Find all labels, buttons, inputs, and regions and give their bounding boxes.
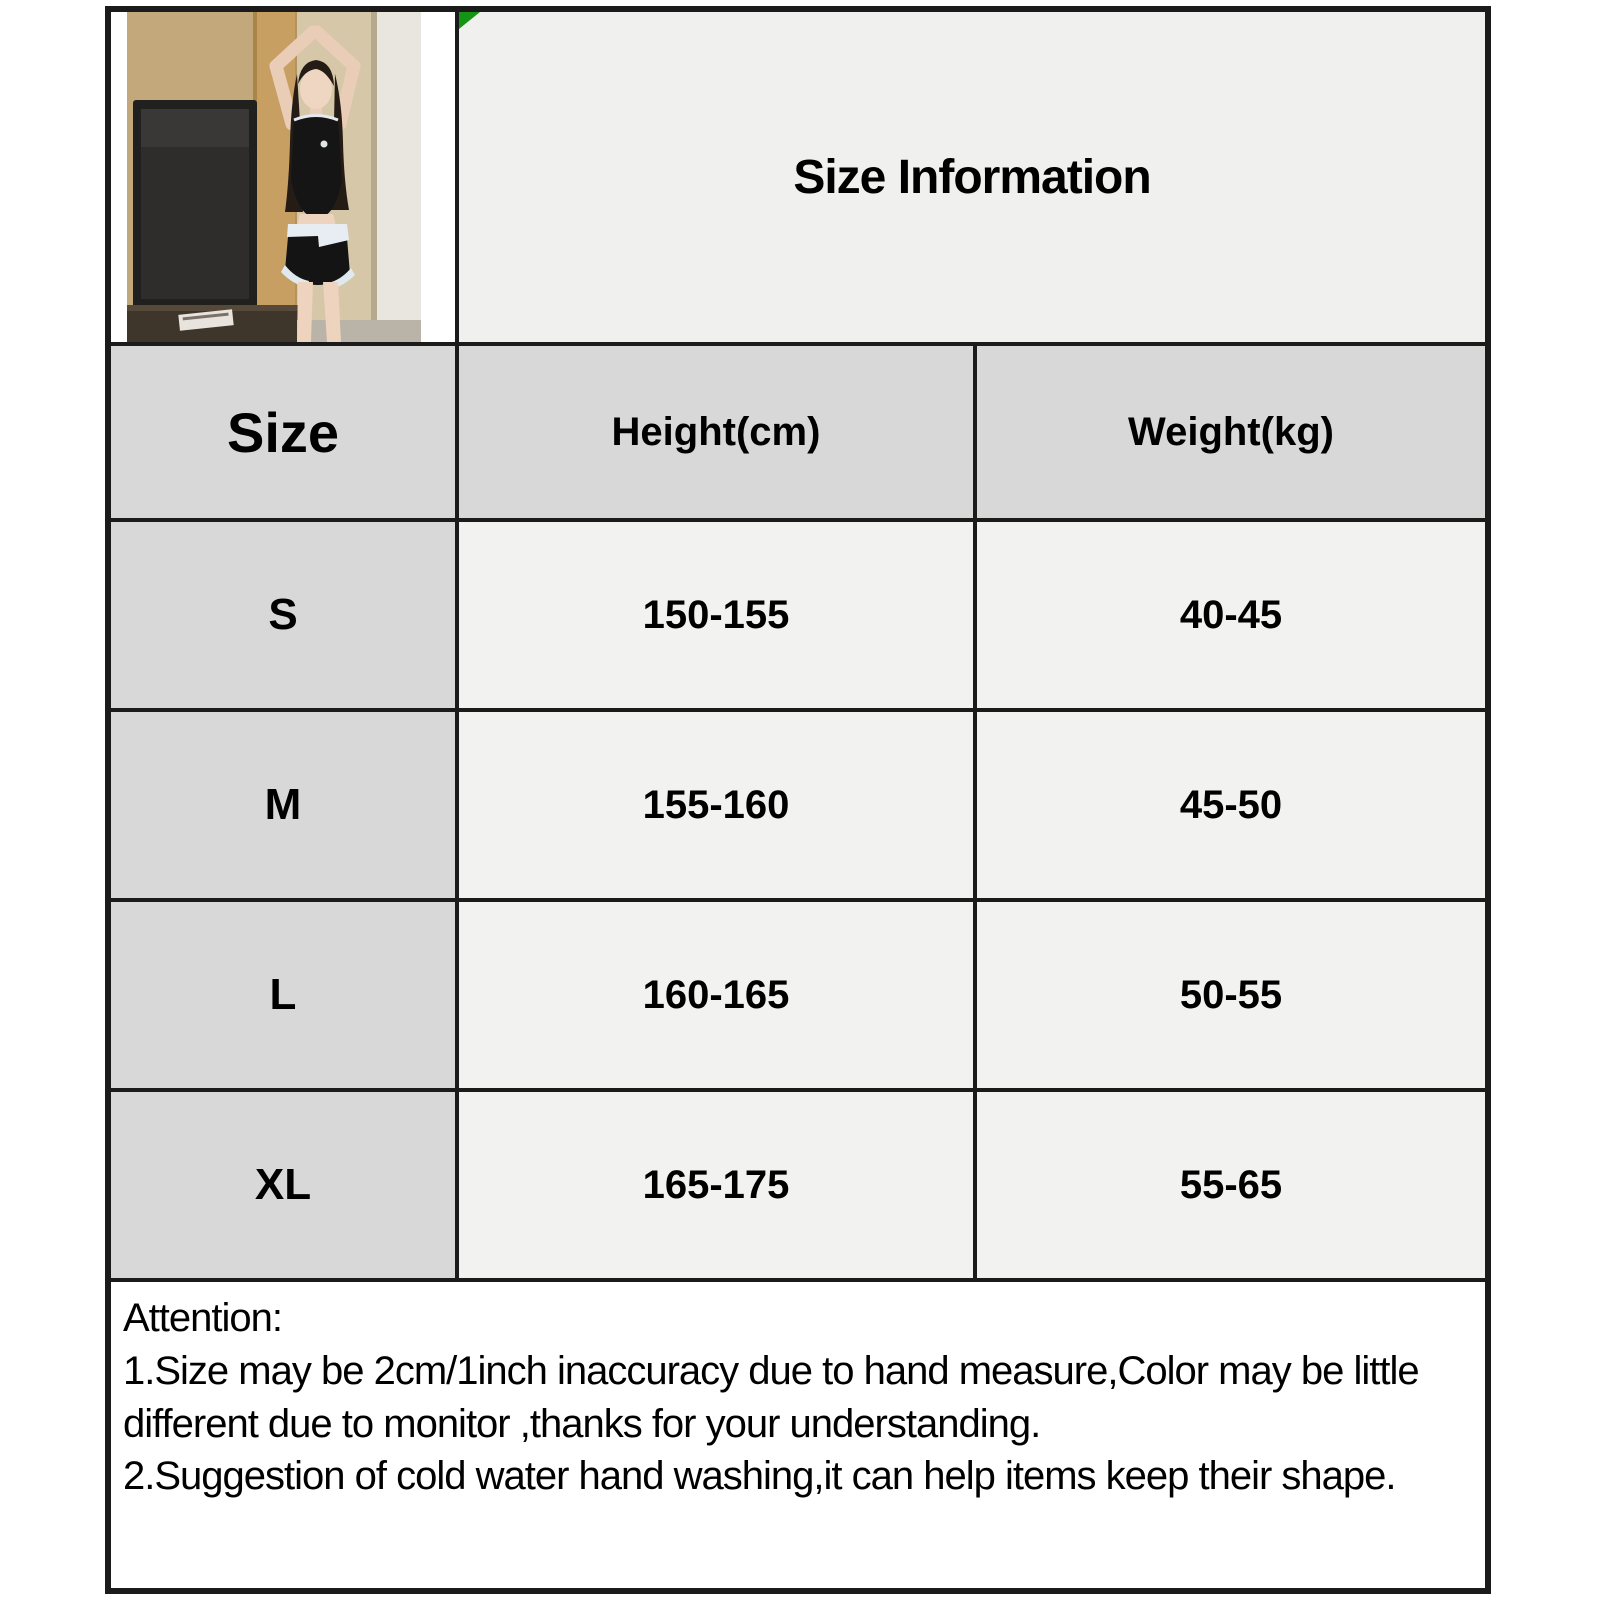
attention-title: Attention: — [123, 1296, 283, 1340]
height-cell-m: 155-160 — [459, 712, 973, 898]
height-cell-xl: 165-175 — [459, 1092, 973, 1278]
column-header-weight: Weight(kg) — [977, 346, 1485, 518]
row-label-xl: XL — [111, 1092, 455, 1278]
product-photo-cell — [111, 12, 455, 342]
height-cell-s: 150-155 — [459, 522, 973, 708]
size-information-header — [459, 12, 1485, 342]
weight-cell-s: 40-45 — [977, 522, 1485, 708]
page-title: Size Information — [793, 150, 1151, 204]
weight-cell-l: 50-55 — [977, 902, 1485, 1088]
size-table — [105, 6, 1491, 1594]
row-label-l: L — [111, 902, 455, 1088]
weight-cell-m: 45-50 — [977, 712, 1485, 898]
attention-note-2: 2.Suggestion of cold water hand washing,it can help items keep their shape. — [123, 1454, 1396, 1499]
row-label-m: M — [111, 712, 455, 898]
row-label-s: S — [111, 522, 455, 708]
product-photo — [127, 12, 421, 342]
column-header-height: Height(cm) — [459, 346, 973, 518]
weight-cell-xl: 55-65 — [977, 1092, 1485, 1278]
green-corner-marker-icon — [459, 12, 480, 29]
attention-note-1: 1.Size may be 2cm/1inch inaccuracy due to hand measure,Color may be little different due to monitor ,thanks for your understanding. — [123, 1348, 1419, 1446]
attention-section — [111, 1282, 1485, 1588]
height-cell-l: 160-165 — [459, 902, 973, 1088]
column-header-size: Size — [111, 346, 455, 518]
